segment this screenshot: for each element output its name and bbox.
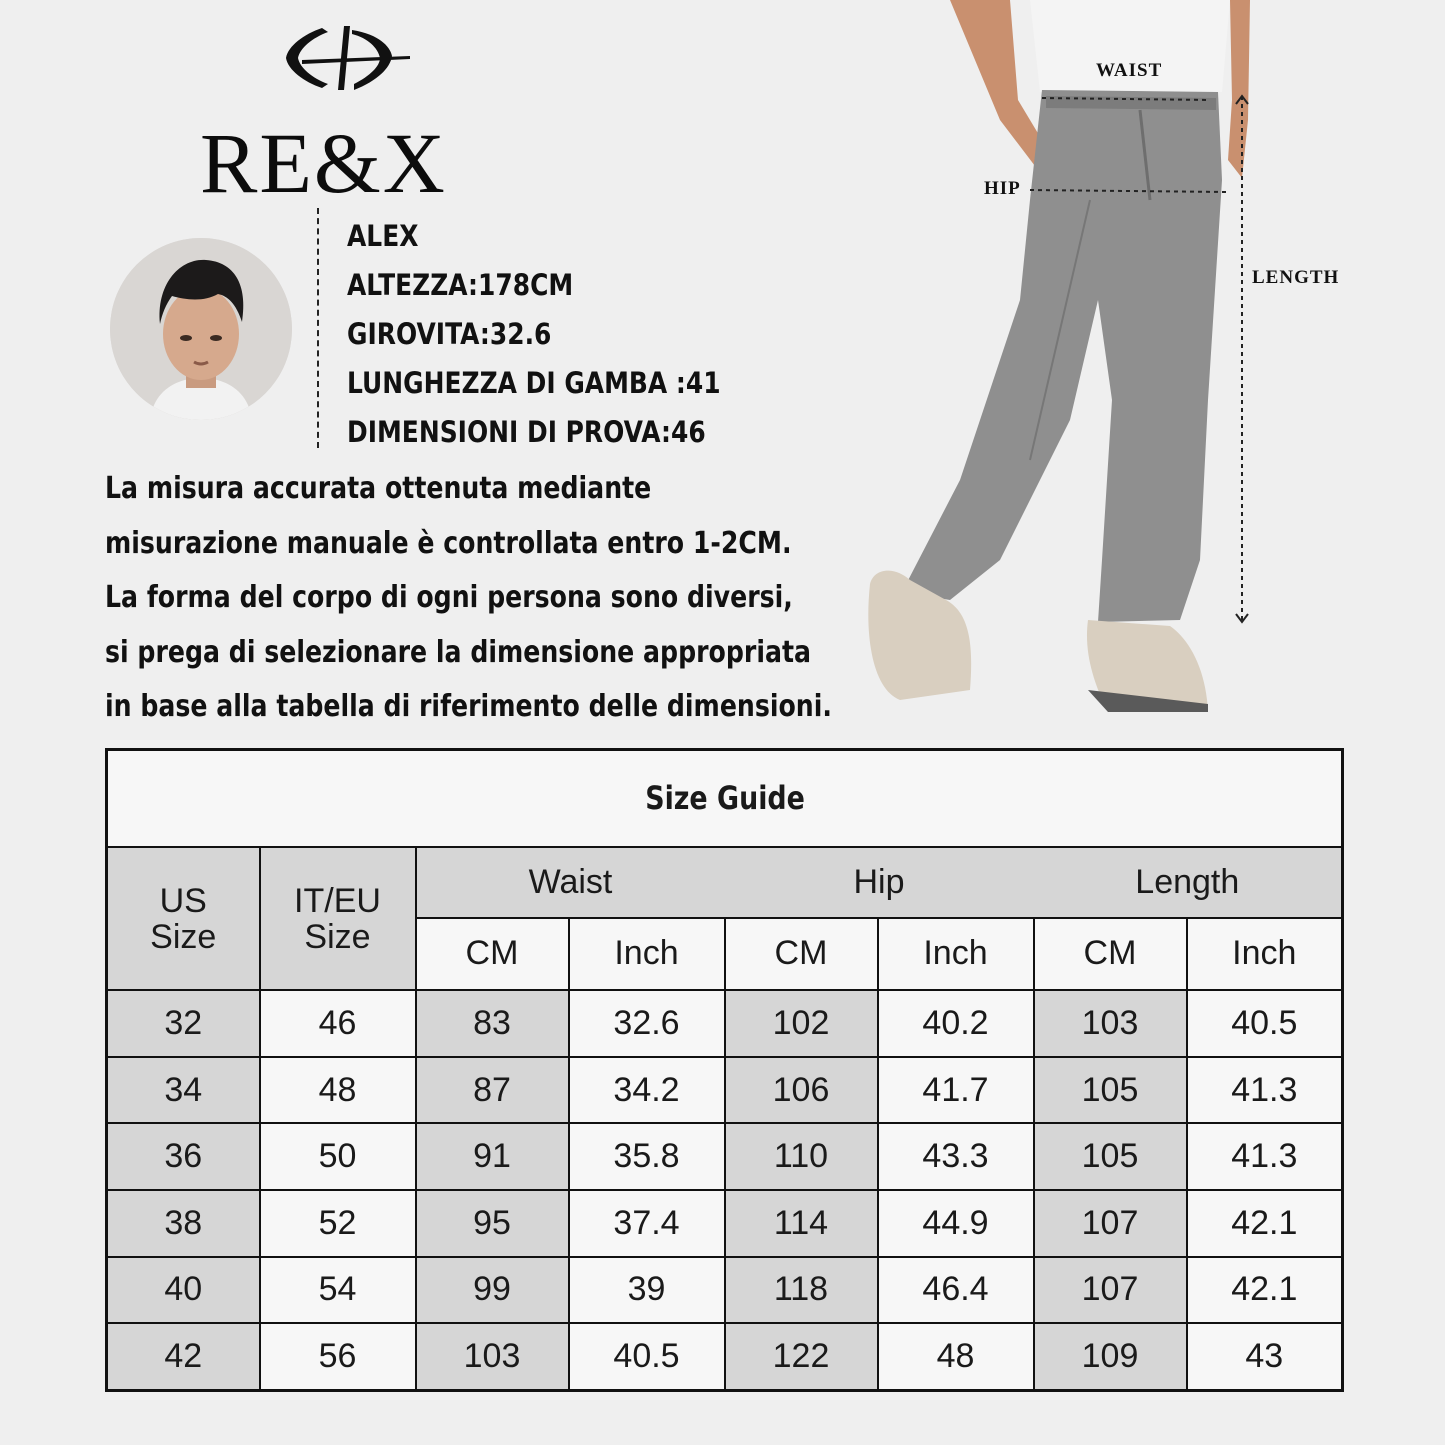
waist-inch-cell: 37.4 xyxy=(569,1190,725,1257)
length-inch-cell: 42.1 xyxy=(1187,1190,1343,1257)
unit-header: Inch xyxy=(1187,918,1343,991)
note-line: si prega di selezionare la dimensione appropriata xyxy=(105,634,812,670)
pants-figure-image xyxy=(850,0,1410,720)
size-table-body xyxy=(107,990,1343,1390)
table-row xyxy=(107,990,1343,1057)
hip-cm-cell: 110 xyxy=(725,1123,878,1190)
length-inch-cell: 41.3 xyxy=(1187,1057,1343,1124)
it-eu-size-cell: 48 xyxy=(260,1057,416,1124)
note-line: in base alla tabella di riferimento delle dimensioni. xyxy=(105,689,832,724)
waist-inch-cell: 32.6 xyxy=(569,990,725,1057)
model-size-tried: DIMENSIONI DI PROVA:46 xyxy=(347,415,706,449)
waist-cm-cell: 87 xyxy=(416,1057,569,1124)
length-inch-cell: 43 xyxy=(1187,1323,1343,1390)
waist-label: WAIST xyxy=(1096,60,1163,81)
length-cm-cell: 107 xyxy=(1034,1190,1187,1257)
length-cm-cell: 105 xyxy=(1034,1057,1187,1124)
hip-inch-cell: 41.7 xyxy=(878,1057,1034,1124)
us-size-cell: 36 xyxy=(107,1123,260,1190)
it-eu-size-cell: 52 xyxy=(260,1190,416,1257)
model-leg-length: LUNGHEZZA DI GAMBA :41 xyxy=(347,366,721,400)
it-eu-size-cell: 54 xyxy=(260,1257,416,1324)
waist-cm-cell: 83 xyxy=(416,990,569,1057)
note-line: misurazione manuale è controllata entro 1-2CM. xyxy=(105,525,792,561)
brand-logo xyxy=(200,20,480,211)
hip-inch-cell: 48 xyxy=(878,1323,1034,1390)
length-header: Length xyxy=(1034,847,1343,918)
size-guide-table xyxy=(105,748,1344,1392)
it-eu-size-cell: 56 xyxy=(260,1323,416,1390)
table-row xyxy=(107,1057,1343,1124)
length-inch-cell: 41.3 xyxy=(1187,1123,1343,1190)
note-line: La forma del corpo di ogni persona sono diversi, xyxy=(105,580,793,615)
it-eu-size-cell: 50 xyxy=(260,1123,416,1190)
length-cm-cell: 105 xyxy=(1034,1123,1187,1190)
hip-label: HIP xyxy=(984,178,1021,199)
table-row xyxy=(107,1257,1343,1324)
hip-inch-cell: 40.2 xyxy=(878,990,1034,1057)
model-name: ALEX xyxy=(347,219,419,253)
length-cm-cell: 109 xyxy=(1034,1323,1187,1390)
unit-header: CM xyxy=(1034,918,1187,991)
hip-inch-cell: 43.3 xyxy=(878,1123,1034,1190)
waist-header: Waist xyxy=(416,847,725,918)
model-waist: GIROVITA:32.6 xyxy=(347,317,552,351)
us-size-header: US Size xyxy=(107,847,260,990)
brand-mark-icon xyxy=(282,20,416,96)
size-guide-title: Size Guide xyxy=(107,750,1343,847)
hip-cm-cell: 118 xyxy=(725,1257,878,1324)
us-size-cell: 40 xyxy=(107,1257,260,1324)
us-size-cell: 42 xyxy=(107,1323,260,1390)
waist-inch-cell: 39 xyxy=(569,1257,725,1324)
waist-cm-cell: 103 xyxy=(416,1323,569,1390)
hip-header: Hip xyxy=(725,847,1034,918)
waist-inch-cell: 40.5 xyxy=(569,1323,725,1390)
waist-inch-cell: 34.2 xyxy=(569,1057,725,1124)
model-avatar xyxy=(110,238,292,420)
length-cm-cell: 107 xyxy=(1034,1257,1187,1324)
table-row xyxy=(107,1323,1343,1390)
hip-inch-cell: 44.9 xyxy=(878,1190,1034,1257)
waist-cm-cell: 91 xyxy=(416,1123,569,1190)
length-cm-cell: 103 xyxy=(1034,990,1187,1057)
pants-diagram xyxy=(850,0,1410,720)
waist-cm-cell: 95 xyxy=(416,1190,569,1257)
hip-cm-cell: 114 xyxy=(725,1190,878,1257)
unit-header: CM xyxy=(725,918,878,991)
model-info xyxy=(347,212,721,457)
it-eu-size-cell: 46 xyxy=(260,990,416,1057)
length-label: LENGTH xyxy=(1252,267,1340,288)
note-line: La misura accurata ottenuta mediante xyxy=(105,471,652,506)
unit-header: Inch xyxy=(569,918,725,991)
brand-name: RE&X xyxy=(200,115,447,211)
table-row xyxy=(107,1123,1343,1190)
it-eu-size-header: IT/EU Size xyxy=(260,847,416,990)
length-inch-cell: 42.1 xyxy=(1187,1257,1343,1324)
length-inch-cell: 40.5 xyxy=(1187,990,1343,1057)
waist-cm-cell: 99 xyxy=(416,1257,569,1324)
us-size-cell: 38 xyxy=(107,1190,260,1257)
dashed-divider xyxy=(317,208,319,448)
us-size-cell: 32 xyxy=(107,990,260,1057)
model-height: ALTEZZA:178CM xyxy=(347,268,574,302)
table-row xyxy=(107,1190,1343,1257)
hip-cm-cell: 122 xyxy=(725,1323,878,1390)
measurement-note xyxy=(105,462,832,735)
unit-header: CM xyxy=(416,918,569,991)
waist-inch-cell: 35.8 xyxy=(569,1123,725,1190)
hip-cm-cell: 106 xyxy=(725,1057,878,1124)
us-size-cell: 34 xyxy=(107,1057,260,1124)
hip-cm-cell: 102 xyxy=(725,990,878,1057)
unit-header: Inch xyxy=(878,918,1034,991)
hip-inch-cell: 46.4 xyxy=(878,1257,1034,1324)
